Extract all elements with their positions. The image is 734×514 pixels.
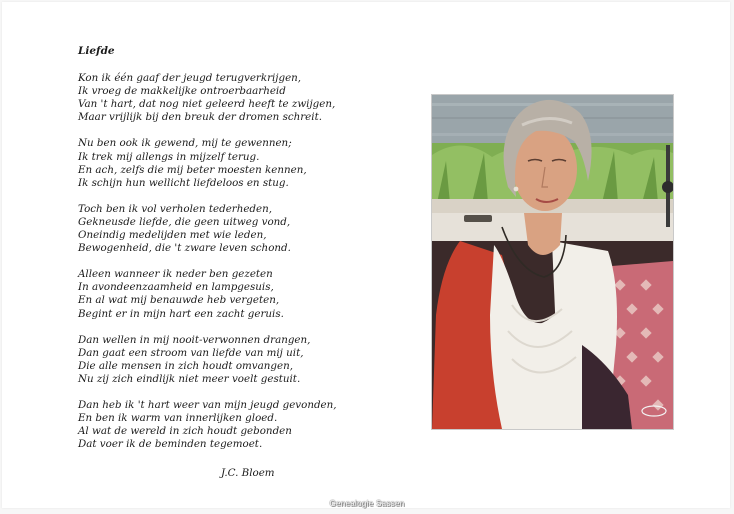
poem-line: Bewogenheid, die 't zware leven schond. — [78, 242, 291, 255]
poem-line: En ach, zelfs die mij beter moesten kennen, — [78, 163, 307, 176]
poem-stanza — [78, 334, 418, 386]
poem-stanzas — [78, 72, 418, 451]
poem-line: Toch ben ik vol verholen tederheden, — [78, 202, 273, 215]
poem-line: Nu zij zich eindlijk niet meer voelt gestuit. — [78, 372, 301, 385]
poem-line: Kon ik één gaaf der jeugd terugverkrijgen, — [78, 72, 302, 85]
poem-line: Die alle mensen in zich houdt omvangen, — [78, 359, 293, 372]
portrait-illustration — [432, 95, 673, 429]
poem-stanza — [78, 72, 418, 124]
poem-stanza — [78, 137, 418, 189]
poem-line: Gekneusde liefde, die geen uitweg vond, — [78, 215, 291, 228]
poem-line: En al wat mij benauwde heb vergeten, — [78, 294, 280, 307]
poem-line: Begint er in mijn hart een zacht geruis. — [78, 307, 284, 320]
poem-line: In avondeenzaamheid en lampgesuis, — [78, 281, 274, 294]
poem-line: Dan wellen in mij nooit-verwonnen drangen, — [78, 333, 311, 346]
portrait-photo — [431, 94, 674, 430]
poem-line: Maar vrijlijk bij den breuk der dromen schreit. — [78, 111, 322, 124]
poem-stanza — [78, 268, 418, 320]
watermark: Genealogie Sassen — [329, 499, 405, 508]
poem-line: Ik vroeg de makkelijke ontroerbaarheid — [78, 85, 286, 98]
poem-stanza — [78, 399, 418, 451]
poem-author: J.C. Bloem — [221, 467, 275, 479]
memorial-card — [2, 2, 730, 508]
poem-line: Oneindig medelijden met wie leden, — [78, 229, 267, 242]
poem-line: Alleen wanneer ik neder ben gezeten — [78, 268, 273, 281]
poem-line: Ik trek mij allengs in mijzelf terug. — [78, 150, 260, 163]
poem-line: Al wat de wereld in zich houdt gebonden — [78, 425, 292, 438]
poem-line: Dan heb ik 't hart weer van mijn jeugd gevonden, — [78, 398, 337, 411]
poem-line: Ik schijn hun wellicht liefdeloos en stug. — [78, 176, 289, 189]
poem-line: En ben ik warm van innerlijken gloed. — [78, 412, 278, 425]
poem-stanza — [78, 203, 418, 255]
poem-line: Dan gaat een stroom van liefde van mij uit, — [78, 346, 304, 359]
poem-line: Dat voer ik de beminden tegemoet. — [78, 438, 263, 451]
poem-title: Liefde — [78, 45, 115, 57]
poem-line: Nu ben ook ik gewend, mij te gewennen; — [78, 137, 292, 150]
poem-line: Van 't hart, dat nog niet geleerd heeft te zwijgen, — [78, 98, 336, 111]
poem — [78, 45, 418, 464]
